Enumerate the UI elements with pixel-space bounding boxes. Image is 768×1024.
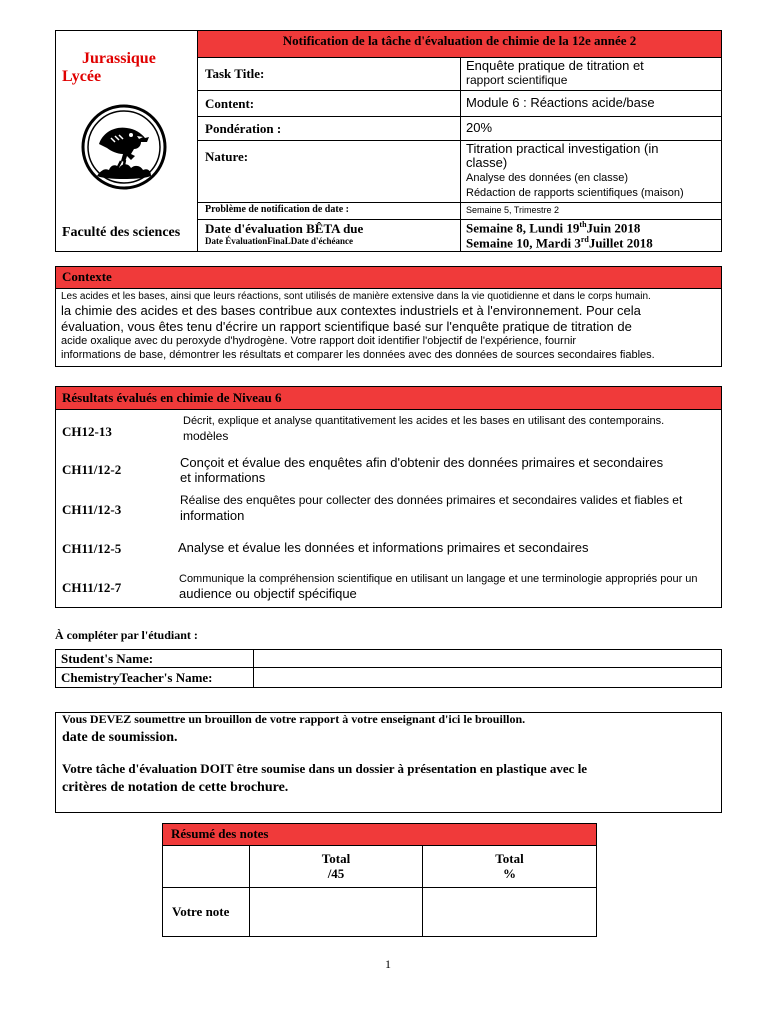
marks-total-pct-line1: Total	[495, 851, 524, 866]
outcome-desc	[180, 455, 720, 485]
faculty-label: Faculté des sciences	[62, 225, 181, 240]
outcome-desc-line2: et informations	[180, 470, 266, 485]
page-number: 1	[385, 957, 391, 971]
student-name-label: Student's Name:	[61, 651, 154, 666]
outcome-desc-line2: modèles	[183, 429, 229, 443]
submission-line4: critères de notation de cette brochure.	[62, 780, 289, 795]
row-line	[198, 219, 722, 220]
nature-value-line3: Analyse des données (en classe)	[466, 172, 629, 184]
marks-heading: Résumé des notes	[163, 824, 596, 846]
outcome-desc	[183, 414, 718, 444]
content-value: Module 6 : Réactions acide/base	[466, 95, 655, 110]
beta-date-label: Date d'évaluation BÊTA due	[205, 221, 364, 236]
outcome-desc	[179, 572, 721, 602]
content-label: Content:	[205, 96, 255, 111]
date-problem-value: Semaine 5, Trimestre 2	[466, 205, 560, 215]
teacher-name-field[interactable]	[254, 668, 721, 687]
outcome-desc-line1: Conçoit et évalue des enquêtes afin d'obtenir des données primaires et secondaires	[180, 455, 664, 470]
final-date-sup: rd	[580, 235, 589, 244]
marks-row-label: Votre note	[172, 904, 230, 919]
outcome-desc-line2: information	[180, 508, 245, 523]
final-date-pre: Semaine 10, Mardi 3	[466, 235, 581, 251]
outcome-code: CH11/12-7	[62, 580, 122, 595]
submission-line2: date de soumission.	[62, 730, 178, 745]
outcome-code: CH11/12-2	[62, 462, 122, 477]
marks-total-pct-header	[423, 851, 596, 881]
school-name-line1: Jurassique	[82, 50, 156, 67]
outcome-code: CH12-13	[62, 424, 112, 439]
nature-value-line2: classe)	[466, 155, 508, 170]
marks-total-45-header	[250, 851, 422, 881]
row-line	[198, 116, 722, 117]
student-name-field[interactable]	[254, 650, 721, 667]
weighting-value: 20%	[466, 120, 493, 135]
header-col-divider	[460, 58, 461, 252]
beta-date-post: Juin 2018	[586, 220, 641, 236]
context-heading: Contexte	[56, 267, 721, 289]
outcome-desc	[180, 493, 720, 524]
marks-total-pct-line2: %	[503, 866, 516, 881]
nature-value-line1: Titration practical investigation (in	[466, 141, 659, 156]
outcomes-heading: Résultats évalués en chimie de Niveau 6	[56, 387, 721, 410]
task-title-value	[466, 59, 644, 87]
beta-date-value	[466, 220, 640, 236]
notification-title: Notification de la tâche d'évaluation de chimie de la 12e année 2	[198, 31, 721, 58]
context-line1: Les acides et les bases, ainsi que leurs réactions, sont utilisés de manière extensive dans la vie quotidienne et dans le corps humain.	[61, 291, 651, 302]
final-date-value	[466, 235, 653, 251]
submission-text	[62, 712, 717, 799]
outcome-desc-line1: Réalise des enquêtes pour collecter des données primaires et secondaires valides et fiables et	[180, 493, 683, 507]
final-date-post: Juillet 2018	[588, 235, 653, 251]
marks-total-45-line1: Total	[321, 851, 351, 866]
outcome-code: CH11/12-3	[62, 502, 122, 517]
nature-value	[466, 142, 684, 200]
marks-total-45-line2: /45	[327, 866, 345, 881]
outcome-desc-line1: Décrit, explique et analyse quantitativement les acides et les bases en utilisant des contemporains.	[183, 415, 665, 427]
context-line4: acide oxalique avec du peroxyde d'hydrogène. Votre rapport doit identifier l'objectif de l'expérience, fournir	[61, 335, 577, 347]
row-line	[198, 202, 722, 203]
beta-date-sup: th	[579, 220, 587, 229]
outcome-desc-line1: Communique la compréhension scientifique en utilisant un langage et une terminologie appropriés pour un	[179, 573, 698, 585]
context-line2: la chimie des acides et des bases contribue aux contextes industriels et à l'environnement. Pour cela	[61, 303, 641, 318]
nature-value-line4: Rédaction de rapports scientifiques (maison)	[466, 187, 684, 199]
outcome-desc-line2: audience ou objectif spécifique	[179, 586, 357, 601]
nature-label: Nature:	[205, 149, 249, 164]
student-instruction: À compléter par l'étudiant :	[55, 628, 198, 642]
context-line5: informations de base, démontrer les résultats et comparer les données avec des données de sources secondaires fiables.	[61, 349, 655, 361]
weighting-label: Pondération :	[205, 121, 282, 136]
jurassic-dinosaur-logo-icon	[81, 104, 167, 190]
task-title-value-line1: Enquête pratique de titration et	[466, 58, 644, 73]
outcome-code: CH11/12-5	[62, 541, 122, 556]
submission-line1: Vous DEVEZ soumettre un brouillon de votre rapport à votre enseignant d'ici le brouillon.	[62, 712, 526, 726]
context-text	[61, 290, 721, 363]
teacher-name-label: ChemistryTeacher's Name:	[61, 670, 213, 685]
outcome-desc	[178, 540, 718, 556]
task-title-label: Task Title:	[205, 66, 265, 81]
school-name-line2: Lycée	[62, 68, 102, 85]
outcome-desc-line1: Analyse et évalue les données et informations primaires et secondaires	[178, 540, 589, 555]
task-title-value-line2: rapport scientifique	[466, 73, 568, 87]
marks-total-pct-cell[interactable]	[423, 888, 596, 936]
submission-line3: Votre tâche d'évaluation DOIT être soumise dans un dossier à présentation en plastique avec le	[62, 761, 588, 776]
final-date-label: Date ÉvaluationFinaLDate d'échéance	[205, 236, 353, 246]
context-line3: évaluation, vous êtes tenu d'écrire un rapport scientifique basé sur l'enquête pratique de titration de	[61, 319, 632, 334]
school-name	[62, 50, 192, 86]
marks-total-45-cell[interactable]	[250, 888, 422, 936]
date-problem-label: Problème de notification de date :	[205, 204, 349, 215]
row-line	[198, 90, 722, 91]
beta-date-pre: Semaine 8, Lundi 19	[466, 220, 580, 236]
